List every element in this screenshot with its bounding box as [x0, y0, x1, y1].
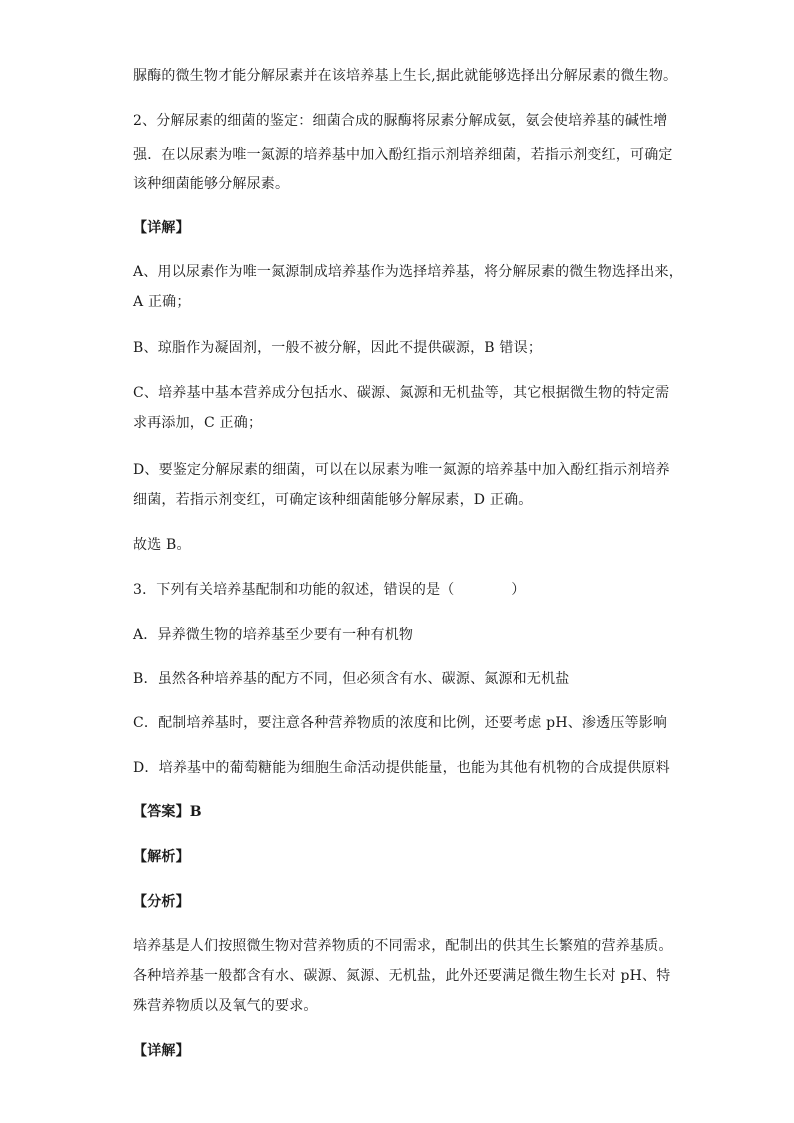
text-line: 殊营养物质以及氧气的要求。	[133, 998, 318, 1014]
question-stem: 3．下列有关培养基配制和功能的叙述，错误的是（ ）	[133, 582, 526, 598]
text-line: 细菌，若指示剂变红，可确定该种细菌能够分解尿素，D 正确。	[133, 492, 533, 508]
text-line: 脲酶的微生物才能分解尿素并在该培养基上生长,据此就能够选择出分解尿素的微生物。	[133, 68, 678, 84]
section-heading: 【分析】	[133, 894, 190, 910]
text-line: C、培养基中基本营养成分包括水、碳源、氮源和无机盐等，其它根据微生物的特定需	[133, 385, 670, 401]
text-line: 该种细菌能够分解尿素。	[133, 176, 290, 192]
text-line: B、琼脂作为凝固剂，一般不被分解，因此不提供碳源，B 错误；	[133, 340, 543, 356]
text-line: 各种培养基一般都含有水、碳源、氮源、无机盐，此外还要满足微生物生长对 pH、特	[133, 968, 671, 984]
text-line: 强．在以尿素为唯一氮源的培养基中加入酚红指示剂培养细菌，若指示剂变红，可确定	[133, 147, 673, 163]
text-line: A 正确；	[133, 294, 191, 310]
text-line: 培养基是人们按照微生物对营养物质的不同需求，配制出的供其生长繁殖的营养基质。	[133, 938, 673, 954]
text-line: A、用以尿素作为唯一氮源制成培养基作为选择培养基，将分解尿素的微生物选择出来，	[133, 264, 683, 280]
answer-heading: 【答案】B	[133, 804, 202, 820]
option-b: B．虽然各种培养基的配方不同，但必须含有水、碳源、氮源和无机盐	[133, 671, 570, 687]
option-a: A．异养微生物的培养基至少要有一种有机物	[133, 627, 414, 643]
analysis-heading: 【解析】	[133, 849, 190, 865]
text-line: 2、分解尿素的细菌的鉴定：细菌合成的脲酶将尿素分解成氨，氨会使培养基的碱性增	[133, 113, 668, 129]
text-line: D、要鉴定分解尿素的细菌，可以在以尿素为唯一氮源的培养基中加入酚红指示剂培养	[133, 462, 670, 478]
section-heading: 【详解】	[133, 1043, 190, 1059]
section-heading: 【详解】	[133, 220, 190, 236]
text-line: 故选 B。	[133, 537, 191, 553]
text-line: 求再添加，C 正确；	[133, 415, 263, 431]
option-d: D．培养基中的葡萄糖能为细胞生命活动提供能量，也能为其他有机物的合成提供原料	[133, 760, 670, 776]
option-c: C．配制培养基时，要注意各种营养物质的浓度和比例，还要考虑 pH、渗透压等影响	[133, 715, 668, 731]
